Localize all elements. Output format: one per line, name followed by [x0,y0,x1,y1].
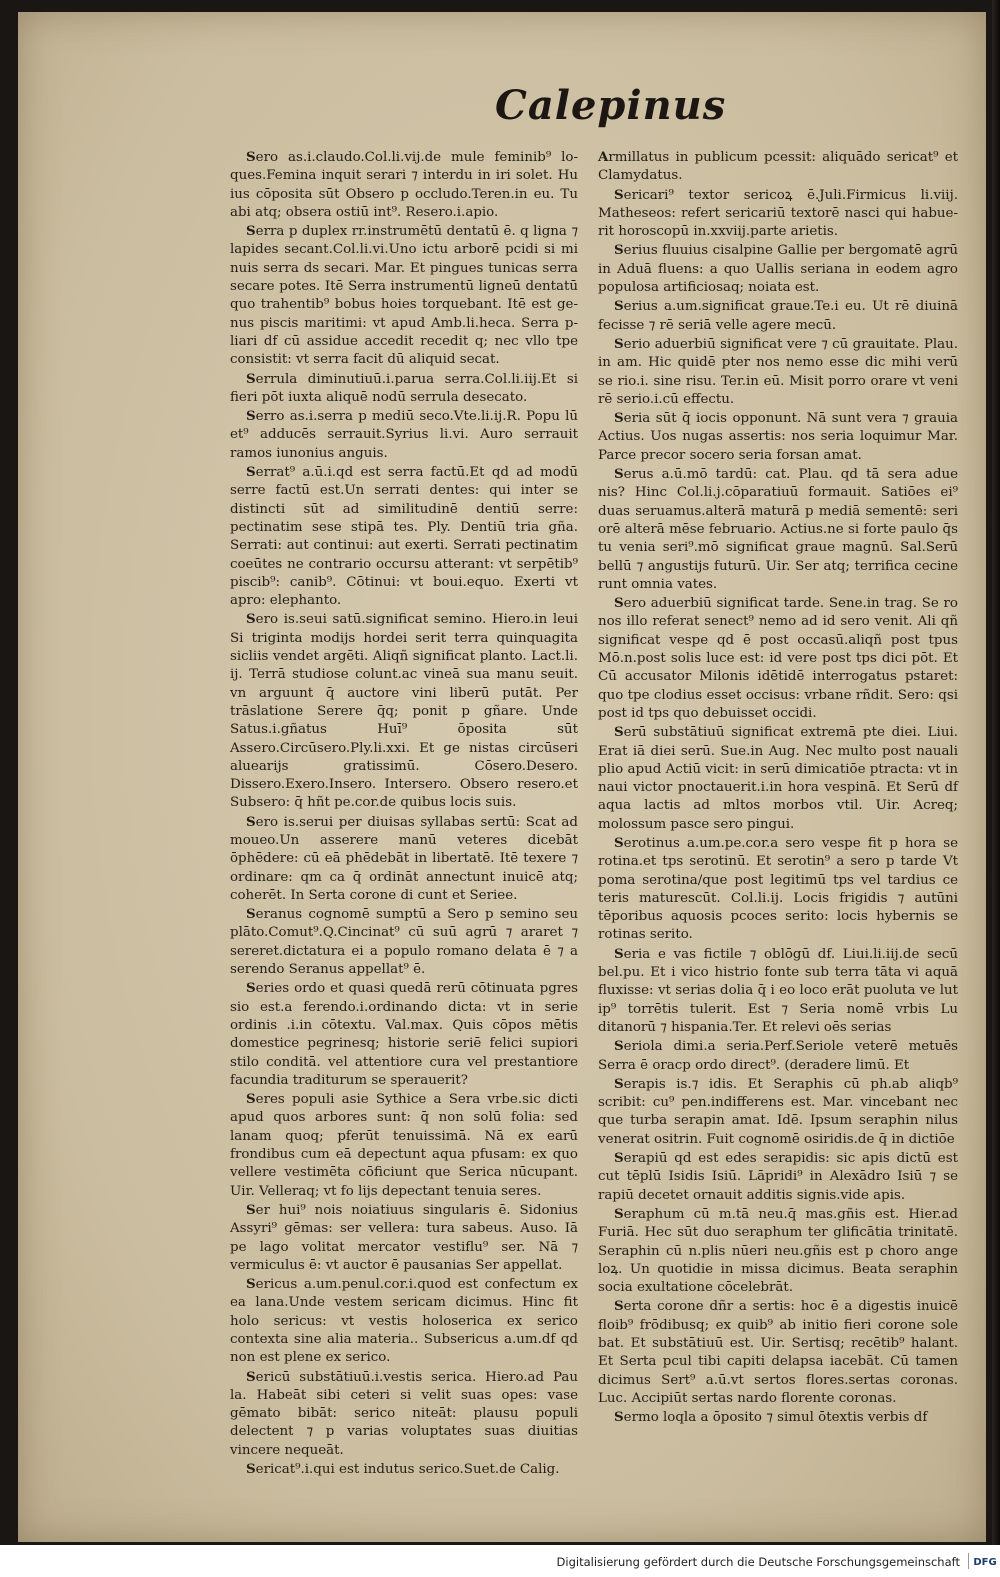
dictionary-entry: Seranus cognomē sumptū a Sero p semino seu plāto.Comut⁹.Q.Cincinat⁹ cū suū agrū ⁊ araret ⁊ sereret.dictatura ei a populo romano delata ē ⁊ a serendo Seranus appellat⁹ ē. [230,906,578,978]
dictionary-entry: Sero as.i.claudo.Col.li.vij.de mule feminib⁹ loques.Femina inquit serari ⁊ interdu in iri solet. Hu ius cōposita sūt Obsero p occludo.Teren.in eu. Tu abi atq; obsera ostiū int⁹. Resero.i.apio. [230,149,578,220]
text-column-left [230,148,578,1479]
dictionary-entry: Seraphum cū m.tā neu.q̄ mas.gñis est. Hier.ad Furiā. Hec sūt duo seraphum ter glificātia trinitatē. Seraphin cū n.plis nūeri neu.gñis est p choro ange loꝝ. Un quotidie in missa dicimus. Beata seraphin socia exultatione cōcelebrāt. [598,1205,958,1296]
dictionary-entry: Serio aduerbiū significat vere ⁊ cū grauitate. Plau. in am. Hic quidē pter nos nemo esse dic mihi verū se rio.i. sine risu. Ter.in eū. Misit porro orare vt veni rē serio.i.cū effectu. [598,335,958,407]
dictionary-entry: Sericū substātiuū.i.vestis serica. Hiero.ad Pau la. Habeāt sibi ceteri si velit suas opes: vase gēmato bibāt: serico niteāt: plausu populi delectent ⁊ p varias voluptates suas diuitias vincere nequeāt. [230,1368,578,1458]
dictionary-entry: Serapis is.⁊ idis. Et Seraphis cū ph.ab aliqb⁹ scribit: cu⁹ pen.indifferens est. Mar. vincebant nec que turba serapin amat. Idē. Ipsum seraphin nilus venerat ositrin. Fuit cognomē osiridis.de q̄ in dictiōe [598,1075,958,1147]
dictionary-entry: Serius fluuius cisalpine Gallie per bergomatē agrū in Aduā fluens: a quo Uallis seriana in eodem agro populosa artificiosaq; noiata est. [598,242,958,296]
dictionary-entry: Ser hui⁹ nois noiatiuus singularis ē. Sidonius Assyri⁹ gēmas: ser vellera: tura sabeus. Auso. Iā pe lago volitat mercator vestiflu⁹ ser. Nā ⁊ vermiculus ē: vt auctor ē pausanias Ser appellat. [230,1201,578,1273]
dictionary-entry: Seria e vas fictile ⁊ oblōgū df. Liui.li.iij.de secū bel.pu. Et i vico histrio fonte sub terra tāta vi aquā fluxisse: vt serias dolia q̄ i eo loco erāt puoluta ve lut ip⁹ torrētis tulerit. Est ⁊ Seria nomē vrbis Lu ditanorū ⁊ hispania.Ter. Et relevi oēs serias [598,945,958,1035]
running-head: Calepinus [495,82,727,129]
dictionary-entry: Seria sūt q̄ iocis opponunt. Nā sunt vera ⁊ grauia Actius. Uos nugas assertis: nos seria loquimur Mar. Parce precor socero seria forsan amat. [598,410,958,463]
dictionary-entry: Sero is.seui satū.significat semino. Hiero.in leui Si triginta modijs hordei serit terra quinquagita sicliis vendet argēti. Aliqñ significat planto. Lact.li. ij. Terrā studiose colunt.ac vineā sua manu seuit. vn arguunt q̄ auctore vini liberū putāt. Per trāslatione Serere q̄q; ponit p gñare. Unde Satus.i.gñatus Huī⁹ ōposita sūt Assero.Circūsero.Ply.li.xxi. Et ge nistas circūseri aluearijs gratissimū. Cōsero.Desero. Dissero.Exero.Insero. Intersero. Obsero resero.et Subsero: q̄ hñt pe.cor.de quibus locis suis. [230,611,578,811]
footer-divider [968,1553,969,1569]
dictionary-entry: Sermo loqla a ōposito ⁊ simul ōtextis verbis df [614,1409,928,1426]
dictionary-entry: Serta corone dñr a sertis: hoc ē a digestis inuicē floib⁹ frōdibusq; ex quib⁹ ab initio fieri corone sole bat. Et substātiuū est. Uir. Sertisq; recētib⁹ halant. Et Serta pcul tibi capiti delapsa iacebāt. Cū tamen dicimus Sert⁹ a.ū.vt sertos flores.sertas coronas. Luc. Accipiūt sertas nardo florente coronas. [598,1298,958,1406]
dictionary-entry: Series ordo et quasi quedā rerū cōtinuata pgres sio est.a ferendo.i.ordinando dicta: vt in serie ordinis .i.in cōtextu. Val.max. Quis cōpos mētis domestice pegrinesq; historie seriē felici supiori stilo conditā. vel attentiore cura vel prestantiore facundia traditurum se sperauerit? [230,980,578,1088]
dictionary-entry: Serū substātiuū significat extremā pte diei. Liui. Erat iā diei serū. Sue.in Aug. Nec multo post nauali plio apud Actiū vicit: in serū dimicatiōe ptracta: vt in naui victor pnoctauerit.i.in hora vespinā. Et Serū df aqua lactis ad mltos morbos vtil. Uir. Acreq; molossum pasce sero pingui. [598,724,958,832]
dictionary-entry: Serrat⁹ a.ū.i.qd est serra factū.Et qd ad modū serre factū est.Un serrati dentes: qui inter se distincti sūt ad similitudinē dentiū serre: pectinatim sese stipā tes. Ply. Dentiū tria gña. Serrati: aut continui: aut exerti. Serrati pectinatim coeūtes ne contrario occursu atterant: vt serpētib⁹ piscib⁹: canib⁹. Cōtinui: vt boui.equo. Exerti vt apro: elephanto. [230,464,578,609]
dictionary-entry: Serapiū qd est edes serapidis: sic apis dictū est cut tēplū Isidis Isiū. Lāpridi⁹ in Alexādro Isiū ⁊ se rapiū decetet ornauit additis signis.vide apis. [598,1150,958,1203]
dictionary-entry: Sericari⁹ textor sericoꝝ ē.Juli.Firmicus li.viij. Matheseos: refert sericariū textorē nasci qui habuerit horoscopū in.xxviij.parte arietis. [598,186,958,240]
dictionary-entry: Seriola dimi.a seria.Perf.Seriole veterē metuēs Serra ē oracp ordo direct⁹. (deradere limū. Et [598,1038,958,1073]
dictionary-entry: Seres populi asie Sythice a Sera vrbe.sic dicti apud quos arbores sunt: q̄ non solū folia: sed lanam quoq; pferūt tenuissimā. Nā ex earū frondibus cum eā depectunt aqua pfusam: ex quo vellere vestimēta cōficiunt que Serica nūcupant. Uir. Velleraq; vt fo lijs depectant tenuia seres. [230,1091,578,1199]
dictionary-entry: Sero aduerbiū significat tarde. Sene.in trag. Se ro nos illo referat senect⁹ nemo ad id sero venit. Ali qñ significat vespe qd ē post occasū.aliqñ post tpus Mō.n.post solis luce est: id vere post tps dici pōt. Et Cū accusator Milonis idētidē interrogatus pstaret: quo tpe clodius esset occisus: vrbane rñdit. Sero: qsi post id tps quo debuisset occidi. [598,595,958,721]
funding-credit: Digitalisierung gefördert durch die Deutsche Forschungsgemeinschaft [556,1555,960,1569]
svg-text:DFG: DFG [973,1557,997,1568]
dfg-logo-icon [972,1553,998,1569]
text-column-right [598,148,958,1427]
dictionary-entry: Sericat⁹.i.qui est indutus serico.Suet.de Calig. [246,1461,560,1478]
dictionary-entry: Armillatus in publicum pcessit: aliquādo sericat⁹ et Clamydatus. [598,149,958,184]
dictionary-entry: Serro as.i.serra p mediū seco.Vte.li.ij.R. Popu lū et⁹ adducēs serrauit.Syrius li.vi. Auro serrauit ramos iunonius anguis. [230,408,578,461]
dictionary-entry: Sero is.serui per diuisas syllabas sertū: Scat ad moueo.Un asserere manū veteres dicebāt ōphēdere: cū eā phēdebāt in libertatē. Itē texere ⁊ ordinare: qm ca q̄ ordināt annectunt inuicē atq; coherēt. In Serta corone di cunt et Seriee. [230,813,578,903]
dictionary-entry: Serra p duplex rr.instrumētū dentatū ē. q ligna ⁊ lapides secant.Col.li.vi.Uno ictu arborē pcidi si mi nuis serra ds secari. Mar. Et pingues tunicas serra secare potes. Itē Serra instrumentū ligneū dentatū quo trahentib⁹ bobus hoies torquebant. Itē est genus piscis maritimi: vt apud Amb.li.heca. Serra pliari df cū assidue accedit recedit q; nec vllo tpe consistit: vt serra facit dū aliquid secat. [230,223,578,368]
dictionary-entry: Serius a.um.significat graue.Te.i eu. Ut rē diuinā fecisse ⁊ rē seriā velle agere mecū. [598,298,958,333]
dictionary-entry: Serus a.ū.mō tardū: cat. Plau. qd tā sera adue nis? Hinc Col.li.j.cōparatiuū formauit. Satiōes ei⁹ duas seruamus.alterā maturā p mediā sementē: seri orē alterā mēse februario. Actius.ne si forte paulo q̄s tu venia seri⁹.mō significat graue magnū. Sal.Serū bellū ⁊ angustijs futurū. Uir. Ser atq; terrifica cecine runt omnia vates. [598,466,958,592]
dictionary-entry: Sericus a.um.penul.cor.i.quod est confectum ex ea lana.Unde vestem sericam dicimus. Hinc fit holo sericus: vt vestis holoserica ex serico contexta sine alia materia.. Subsericus a.um.df qd non est plene ex serico. [230,1276,578,1366]
footer-bar [0,1545,1000,1577]
dictionary-entry: Serrula diminutiuū.i.parua serra.Col.li.iij.Et si fieri pōt iuxta aliquē nodū serrula desecato. [230,370,578,405]
dictionary-entry: Serotinus a.um.pe.cor.a sero vespe fit p hora se rotina.et tps serotinū. Et serotin⁹ a sero p tarde Vt poma serotina/que post legitimū tps vel tardius ce teris maturescūt. Col.li.ij. Locis frigidis ⁊ autūni tēporibus aquosis pcoces serito: locis hybernis se rotinas serito. [598,834,958,943]
book-spine-edge [992,0,1000,1545]
